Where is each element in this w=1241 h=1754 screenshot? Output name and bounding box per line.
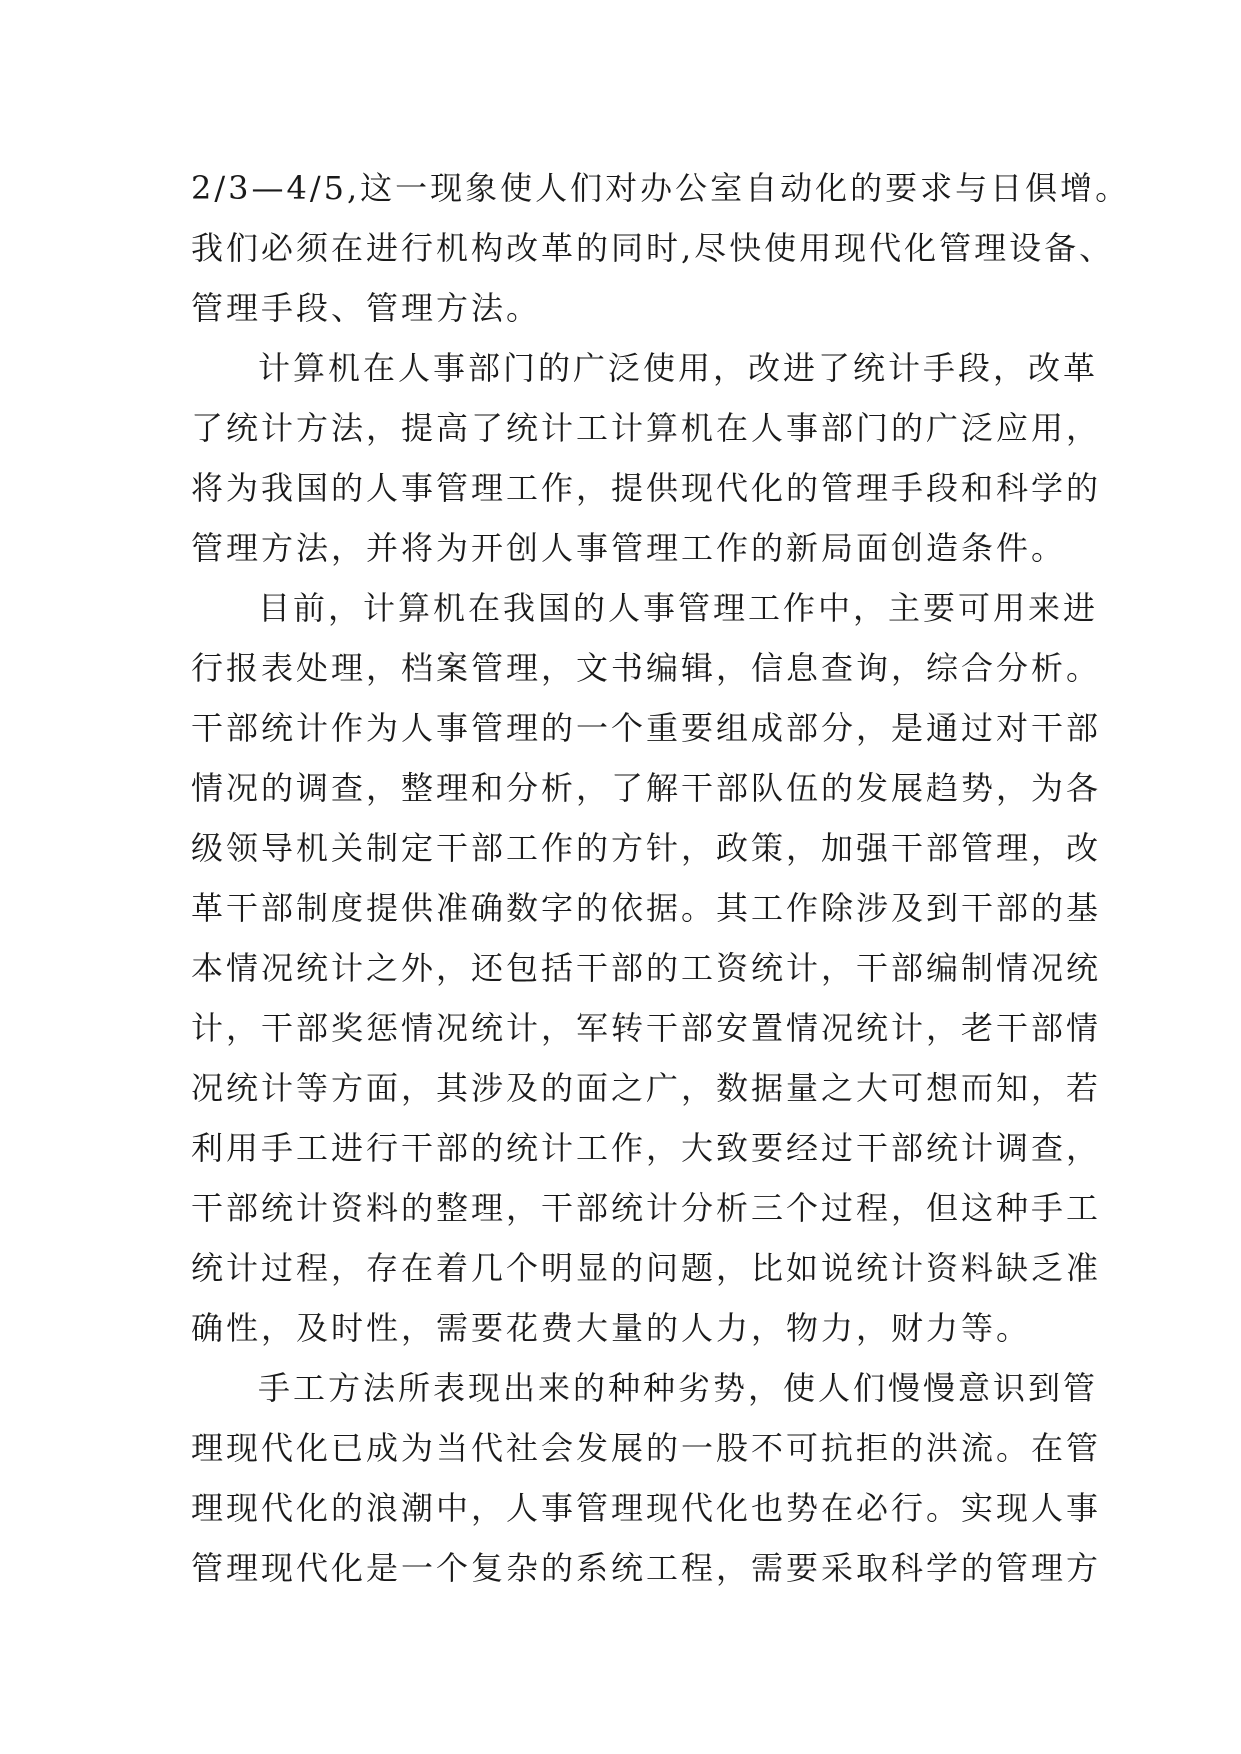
text-line: 了统计方法，提高了统计工计算机在人事部门的广泛应用，	[191, 409, 1102, 447]
text-line: 理现代化的浪潮中，人事管理现代化也势在必行。实现人事	[191, 1489, 1102, 1527]
text-line: 本情况统计之外，还包括干部的工资统计，干部编制情况统	[191, 949, 1102, 987]
text-line: 行报表处理，档案管理，文书编辑，信息查询，综合分析。	[191, 649, 1102, 687]
text-line: 我们必须在进行机构改革的同时,尽快使用现代化管理设备、	[191, 229, 1115, 267]
text-line: 革干部制度提供准确数字的依据。其工作除涉及到干部的基	[191, 889, 1102, 927]
text-line: 计，干部奖惩情况统计，军转干部安置情况统计，老干部情	[191, 1009, 1102, 1047]
paragraph-3	[191, 578, 1102, 1358]
text-line: 情况的调查，整理和分析，了解干部队伍的发展趋势，为各	[191, 769, 1102, 807]
paragraph-1	[191, 158, 1131, 338]
text-line: 将为我国的人事管理工作，提供现代化的管理手段和科学的	[191, 469, 1102, 507]
text-line: 统计过程，存在着几个明显的问题，比如说统计资料缺乏准	[191, 1249, 1102, 1287]
text-line: 级领导机关制定干部工作的方针，政策，加强干部管理，改	[191, 829, 1102, 867]
text-line: 干部统计作为人事管理的一个重要组成部分，是通过对干部	[191, 709, 1102, 747]
paragraph-4	[191, 1358, 1102, 1598]
document-body	[191, 158, 1131, 1598]
text-line: 2/3—4/5,这一现象使人们对办公室自动化的要求与日俱增。	[191, 169, 1131, 207]
text-line: 计算机在人事部门的广泛使用，改进了统计手段，改革	[258, 349, 1099, 387]
text-line: 确性，及时性，需要花费大量的人力，物力，财力等。	[191, 1309, 1032, 1347]
text-line: 利用手工进行干部的统计工作，大致要经过干部统计调查，	[191, 1129, 1102, 1167]
text-line: 管理手段、管理方法。	[191, 289, 542, 327]
paragraph-2	[191, 338, 1102, 578]
text-line: 理现代化已成为当代社会发展的一股不可抗拒的洪流。在管	[191, 1429, 1102, 1467]
text-line: 手工方法所表现出来的种种劣势，使人们慢慢意识到管	[258, 1369, 1099, 1407]
text-line: 管理现代化是一个复杂的系统工程，需要采取科学的管理方	[191, 1549, 1102, 1587]
text-line: 管理方法，并将为开创人事管理工作的新局面创造条件。	[191, 529, 1067, 567]
text-line: 干部统计资料的整理，干部统计分析三个过程，但这种手工	[191, 1189, 1102, 1227]
text-line: 目前，计算机在我国的人事管理工作中，主要可用来进	[258, 589, 1099, 627]
text-line: 况统计等方面，其涉及的面之广，数据量之大可想而知，若	[191, 1069, 1102, 1107]
